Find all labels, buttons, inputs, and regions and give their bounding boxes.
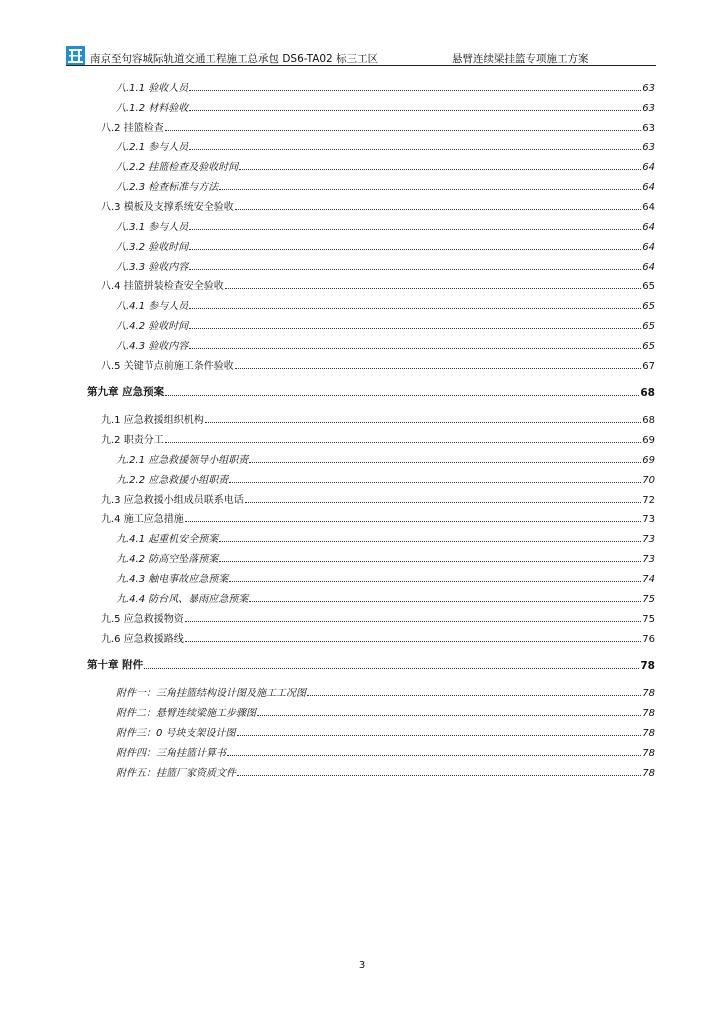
toc-entry-label: 八.5 关键节点前施工条件验收 (101, 361, 234, 372)
toc-entry-page: 70 (642, 475, 655, 486)
toc-dot-leader (229, 482, 641, 483)
toc-dot-leader (249, 601, 641, 602)
toc-entry-label: 第十章 附件 (87, 659, 144, 671)
toc-entry-label: 九.5 应急救援物资 (101, 614, 184, 625)
toc-dot-leader (239, 169, 641, 170)
toc-entry[interactable] (116, 452, 655, 466)
toc-entry-label: 九.2.2 应急救援小组职责 (116, 475, 229, 486)
toc-entry-page: 64 (642, 182, 655, 193)
toc-entry[interactable] (116, 219, 655, 233)
toc-chapter-entry[interactable] (87, 385, 655, 399)
toc-entry-page: 69 (642, 455, 655, 466)
toc-entry-label: 第九章 应急预案 (87, 386, 165, 398)
toc-attachment-entry[interactable] (116, 725, 655, 739)
toc-dot-leader (235, 209, 642, 210)
toc-entry-label: 附件一：三角挂篮结构设计图及施工工况图 (116, 688, 306, 699)
toc-entry-label: 九.2.1 应急救援领导小组职责 (116, 455, 249, 466)
toc-entry[interactable] (101, 631, 655, 645)
toc-dot-leader (219, 561, 641, 562)
toc-entry-page: 69 (642, 435, 655, 446)
toc-dot-leader (237, 775, 641, 776)
toc-entry-label: 八.4.1 参与人员 (116, 301, 189, 312)
toc-dot-leader (185, 521, 642, 522)
toc-entry[interactable] (116, 298, 655, 312)
header-project-title: 南京至句容城际轨道交通工程施工总承包 DS6-TA02 标三工区 (90, 53, 379, 65)
toc-entry[interactable] (101, 199, 655, 213)
toc-dot-leader (219, 541, 641, 542)
toc-dot-leader (307, 695, 641, 696)
toc-entry-label: 八.3.2 验收时间 (116, 242, 189, 253)
toc-entry-page: 63 (642, 142, 655, 153)
toc-entry-label: 八.1.2 材料验收 (116, 103, 189, 114)
toc-dot-leader (237, 735, 642, 736)
toc-dot-leader (249, 462, 641, 463)
toc-dot-leader (165, 395, 639, 396)
toc-attachment-entry[interactable] (116, 745, 655, 759)
toc-entry-label: 九.4.4 防台风、暴雨应急预案 (116, 594, 249, 605)
toc-entry-page: 64 (642, 242, 655, 253)
toc-entry-page: 65 (642, 341, 655, 352)
toc-entry-page: 78 (642, 728, 655, 739)
toc-entry-label: 八.2.2 挂篮检查及验收时间 (116, 162, 239, 173)
toc-entry[interactable] (101, 611, 655, 625)
toc-dot-leader (144, 668, 639, 669)
toc-entry-page: 64 (642, 162, 655, 173)
toc-entry-page: 78 (642, 748, 655, 759)
toc-entry-page: 73 (642, 514, 655, 525)
toc-entry-page: 68 (640, 387, 655, 399)
toc-entry-label: 八.2 挂篮检查 (101, 123, 164, 134)
toc-dot-leader (205, 422, 642, 423)
toc-entry[interactable] (116, 179, 655, 193)
toc-dot-leader (189, 328, 641, 329)
toc-entry[interactable] (116, 139, 655, 153)
toc-entry[interactable] (116, 159, 655, 173)
toc-entry-page: 65 (642, 301, 655, 312)
toc-entry[interactable] (116, 239, 655, 253)
toc-entry[interactable] (116, 100, 655, 114)
toc-entry-label: 附件三：0 号块支架设计图 (116, 728, 236, 739)
toc-entry[interactable] (116, 318, 655, 332)
toc-entry-page: 67 (642, 361, 655, 372)
toc-entry-label: 八.1.1 验收人员 (116, 83, 189, 94)
toc-entry[interactable] (116, 80, 655, 94)
toc-entry-page: 73 (642, 534, 655, 545)
toc-entry[interactable] (116, 338, 655, 352)
toc-entry[interactable] (116, 551, 655, 565)
toc-entry-label: 九.6 应急救援路线 (101, 634, 184, 645)
toc-dot-leader (225, 288, 642, 289)
toc-entry-page: 63 (642, 103, 655, 114)
toc-attachment-entry[interactable] (116, 765, 655, 779)
toc-entry[interactable] (101, 120, 655, 134)
toc-entry-page: 76 (642, 634, 655, 645)
toc-entry-label: 九.4.2 防高空坠落预案 (116, 554, 219, 565)
toc-dot-leader (235, 368, 642, 369)
toc-entry-page: 78 (640, 660, 655, 672)
toc-entry-page: 72 (642, 495, 655, 506)
toc-entry-label: 九.2 职责分工 (101, 435, 164, 446)
toc-entry-page: 75 (642, 614, 655, 625)
toc-dot-leader (245, 502, 642, 503)
toc-entry-label: 九.4 施工应急措施 (101, 514, 184, 525)
toc-entry-page: 78 (642, 688, 655, 699)
toc-dot-leader (189, 149, 641, 150)
toc-entry-label: 八.4 挂篮拼装检查安全验收 (101, 281, 224, 292)
toc-entry-label: 八.2.3 检查标准与方法 (116, 182, 219, 193)
toc-entry-page: 68 (642, 415, 655, 426)
toc-entry[interactable] (116, 591, 655, 605)
toc-entry-label: 八.3.1 参与人员 (116, 222, 189, 233)
toc-dot-leader (189, 348, 641, 349)
toc-entry[interactable] (101, 278, 655, 292)
toc-entry[interactable] (116, 531, 655, 545)
toc-entry-page: 65 (642, 281, 655, 292)
toc-entry-page: 64 (642, 262, 655, 273)
toc-dot-leader (189, 249, 641, 250)
toc-dot-leader (189, 110, 641, 111)
toc-entry-page: 63 (642, 83, 655, 94)
company-logo-icon (66, 46, 85, 65)
toc-entry-page: 78 (642, 708, 655, 719)
toc-entry[interactable] (101, 511, 655, 525)
toc-entry-label: 八.3.3 验收内容 (116, 262, 189, 273)
toc-dot-leader (185, 641, 642, 642)
toc-entry-label: 九.4.3 触电事故应急预案 (116, 574, 229, 585)
toc-entry[interactable] (116, 571, 655, 585)
toc-entry[interactable] (101, 432, 655, 446)
toc-dot-leader (257, 715, 641, 716)
toc-dot-leader (189, 229, 641, 230)
toc-entry-label: 八.4.3 验收内容 (116, 341, 189, 352)
toc-entry-page: 64 (642, 222, 655, 233)
toc-entry[interactable] (101, 492, 655, 506)
toc-dot-leader (189, 269, 641, 270)
toc-chapter-entry[interactable] (87, 658, 655, 672)
toc-entry[interactable] (116, 472, 655, 486)
toc-attachment-entry[interactable] (116, 685, 655, 699)
toc-entry[interactable] (116, 259, 655, 273)
toc-entry-label: 九.1 应急救援组织机构 (101, 415, 204, 426)
toc-entry[interactable] (101, 412, 655, 426)
toc-entry-label: 九.4.1 起重机安全预案 (116, 534, 219, 545)
header-divider (66, 65, 656, 66)
toc-entry[interactable] (101, 358, 655, 372)
toc-entry-label: 八.2.1 参与人员 (116, 142, 189, 153)
toc-entry-label: 附件五：挂篮厂家资质文件 (116, 768, 236, 779)
toc-entry-page: 64 (642, 202, 655, 213)
toc-dot-leader (227, 755, 641, 756)
toc-entry-page: 74 (642, 574, 655, 585)
toc-entry-page: 78 (642, 768, 655, 779)
toc-entry-page: 73 (642, 554, 655, 565)
toc-dot-leader (229, 581, 641, 582)
toc-dot-leader (165, 130, 642, 131)
toc-entry-page: 65 (642, 321, 655, 332)
toc-dot-leader (189, 90, 641, 91)
page-header (66, 46, 656, 66)
toc-attachment-entry[interactable] (116, 705, 655, 719)
toc-dot-leader (165, 442, 642, 443)
toc-dot-leader (219, 189, 641, 190)
toc-entry-label: 八.4.2 验收时间 (116, 321, 189, 332)
toc-entry-label: 八.3 模板及支撑系统安全验收 (101, 202, 234, 213)
toc-entry-label: 九.3 应急救援小组成员联系电话 (101, 495, 244, 506)
toc-entry-page: 75 (642, 594, 655, 605)
page-number: 3 (358, 960, 366, 971)
toc-dot-leader (185, 621, 642, 622)
toc-dot-leader (189, 308, 641, 309)
toc-entry-label: 附件四：三角挂篮计算书 (116, 748, 226, 759)
header-document-title: 悬臂连续梁挂篮专项施工方案 (452, 53, 589, 65)
toc-entry-page: 63 (642, 123, 655, 134)
toc-entry-label: 附件二：悬臂连续梁施工步骤图 (116, 708, 256, 719)
